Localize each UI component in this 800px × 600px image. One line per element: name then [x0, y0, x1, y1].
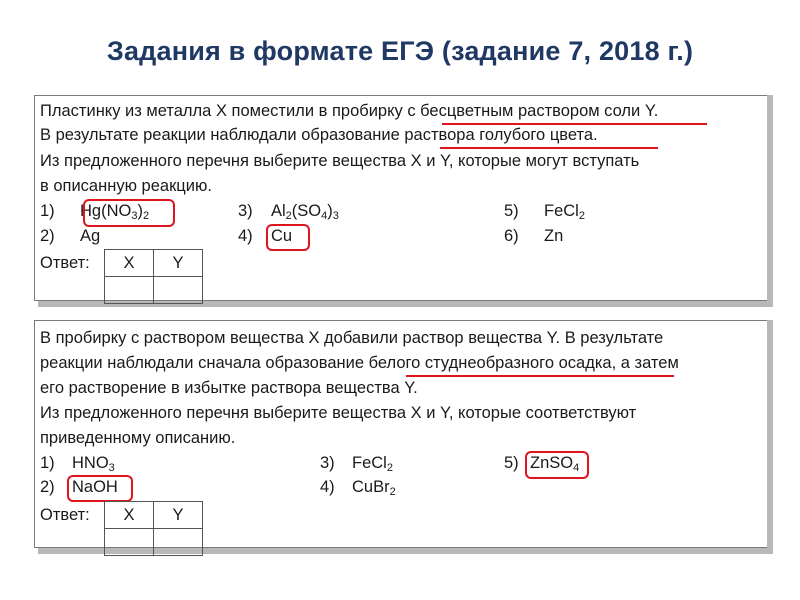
task-2-line-5: приведенному описанию. [40, 429, 236, 447]
task-1-option-1: 1) $Hg(NO_3)_2$ [40, 202, 150, 222]
task-2-answer-table [40, 501, 203, 556]
task-1-line-3: Из предложенного перечня выберите вещества X и Y, которые могут вступать [40, 152, 640, 170]
task-1-option-5: 5) FeCl$_2$ [504, 202, 585, 222]
task-2-box [34, 320, 767, 548]
task-1-option-3: 3) $Al_2(SO_4)_3$ [238, 202, 339, 222]
circle-option-znso4 [525, 451, 589, 479]
page-title: Задания в формате ЕГЭ (задание 7, 2018 г.) [106, 36, 694, 66]
answer-col-x: X [105, 250, 154, 277]
circle-option-4 [266, 224, 310, 251]
task-1-option-2: 2) Ag [40, 227, 101, 245]
answer-col-x: X [105, 502, 154, 529]
task-2-option-3: 3) FeCl$_2$ [320, 454, 393, 474]
circle-option-1 [83, 199, 175, 227]
answer-col-y: Y [154, 250, 203, 277]
task-2-option-4: 4) CuBr$_2$ [320, 478, 396, 498]
task-1-line-1: Пластинку из металла X поместили в пробирку с бесцветным раствором соли Y. [40, 102, 659, 120]
answer-cell-y[interactable] [154, 529, 203, 556]
task-1-line-4: в описанную реакцию. [40, 177, 212, 195]
task-2-option-2: 2) NaOH [40, 478, 118, 496]
task-1-option-4: 4) Cu [238, 227, 293, 245]
task-2-option-1: 1) $HNO_3$ [40, 454, 115, 474]
underline-white-precipitate [406, 375, 674, 377]
answer-cell-y[interactable] [154, 277, 203, 304]
circle-option-naoh [67, 475, 133, 502]
task-1-line-2: В результате реакции наблюдали образование раствора голубого цвета. [40, 126, 598, 144]
answer-cell-x[interactable] [105, 277, 154, 304]
task-1-answer-table [40, 249, 203, 304]
answer-label: Ответ: [40, 505, 90, 524]
task-1-box [34, 95, 767, 301]
task-2-line-2: реакции наблюдали сначала образование белого студнеобразного осадка, а затем [40, 354, 679, 372]
task-2-line-1: В пробирку с раствором вещества X добавили раствор вещества Y. В результате [40, 329, 664, 347]
task-2-option-5: 5) ZnSO$_4$ [504, 454, 580, 474]
underline-blue-solution [440, 147, 658, 149]
underline-colorless-solution [442, 123, 707, 125]
answer-cell-x[interactable] [105, 529, 154, 556]
answer-col-y: Y [154, 502, 203, 529]
task-1-option-6: 6) Zn [504, 227, 564, 245]
answer-label: Ответ: [40, 253, 90, 272]
task-2-line-3: его растворение в избытке раствора вещества Y. [40, 379, 418, 397]
task-2-line-4: Из предложенного перечня выберите вещества X и Y, которые соответствуют [40, 404, 637, 422]
